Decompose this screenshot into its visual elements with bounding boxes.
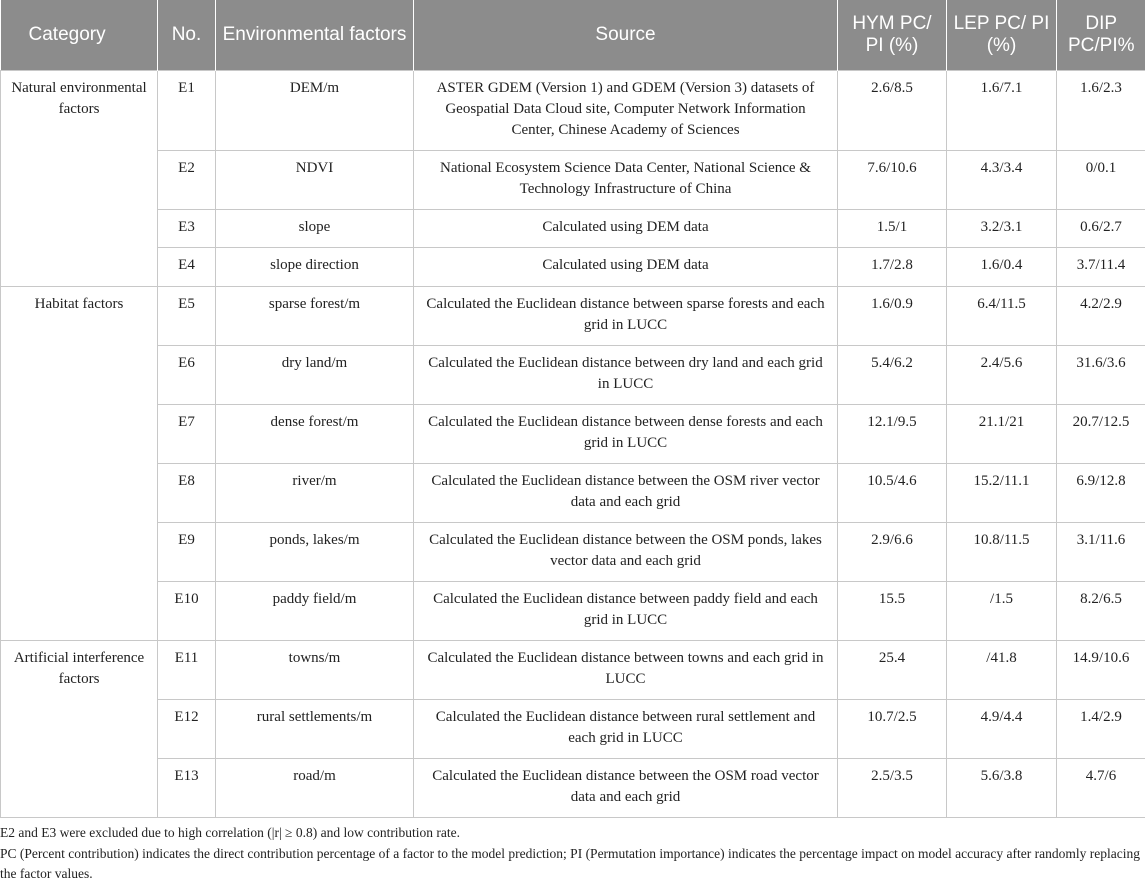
row-factor: slope direction bbox=[216, 247, 414, 286]
row-no: E1 bbox=[158, 70, 216, 150]
row-factor: dry land/m bbox=[216, 345, 414, 404]
row-no: E5 bbox=[158, 286, 216, 345]
row-lep: 2.4/5.6 bbox=[947, 345, 1057, 404]
row-lep: 5.6/3.8 bbox=[947, 758, 1057, 817]
footnote-correlation: E2 and E3 were excluded due to high correlation (|r| ≥ 0.8) and low contribution rate. bbox=[0, 825, 461, 840]
row-source: Calculated the Euclidean distance between sparse forests and each grid in LUCC bbox=[414, 286, 838, 345]
row-source: Calculated using DEM data bbox=[414, 209, 838, 247]
row-no: E8 bbox=[158, 463, 216, 522]
row-dip: 20.7/12.5 bbox=[1057, 404, 1145, 463]
table-row bbox=[1, 209, 1145, 247]
row-source: Calculated the Euclidean distance between the OSM river vector data and each grid bbox=[414, 463, 838, 522]
table-footnotes bbox=[0, 823, 1140, 885]
row-factor: dense forest/m bbox=[216, 404, 414, 463]
row-hym: 15.5 bbox=[838, 581, 947, 640]
category-natural: Natural environmental factors bbox=[1, 70, 158, 286]
row-lep: 4.9/4.4 bbox=[947, 699, 1057, 758]
row-hym: 10.7/2.5 bbox=[838, 699, 947, 758]
row-dip: 1.4/2.9 bbox=[1057, 699, 1145, 758]
table-row bbox=[1, 522, 1145, 581]
row-dip: 14.9/10.6 bbox=[1057, 640, 1145, 699]
row-factor: paddy field/m bbox=[216, 581, 414, 640]
row-no: E3 bbox=[158, 209, 216, 247]
row-no: E10 bbox=[158, 581, 216, 640]
row-dip: 6.9/12.8 bbox=[1057, 463, 1145, 522]
row-dip: 0/0.1 bbox=[1057, 150, 1145, 209]
table-row bbox=[1, 463, 1145, 522]
row-no: E7 bbox=[158, 404, 216, 463]
row-factor: ponds, lakes/m bbox=[216, 522, 414, 581]
row-lep: 3.2/3.1 bbox=[947, 209, 1057, 247]
row-no: E13 bbox=[158, 758, 216, 817]
table-row bbox=[1, 150, 1145, 209]
row-factor: slope bbox=[216, 209, 414, 247]
table-row bbox=[1, 640, 1145, 699]
row-lep: 1.6/7.1 bbox=[947, 70, 1057, 150]
row-no: E11 bbox=[158, 640, 216, 699]
row-hym: 10.5/4.6 bbox=[838, 463, 947, 522]
row-hym: 12.1/9.5 bbox=[838, 404, 947, 463]
row-source: Calculated the Euclidean distance between paddy field and each grid in LUCC bbox=[414, 581, 838, 640]
row-lep: 4.3/3.4 bbox=[947, 150, 1057, 209]
row-dip: 3.7/11.4 bbox=[1057, 247, 1145, 286]
header-lep: LEP PC/ PI (%) bbox=[947, 0, 1057, 70]
header-dip: DIP PC/PI% bbox=[1057, 0, 1145, 70]
table-row bbox=[1, 404, 1145, 463]
table-row bbox=[1, 581, 1145, 640]
row-dip: 1.6/2.3 bbox=[1057, 70, 1145, 150]
header-source: Source bbox=[414, 0, 838, 70]
header-row bbox=[1, 0, 1145, 70]
row-hym: 25.4 bbox=[838, 640, 947, 699]
row-lep: 10.8/11.5 bbox=[947, 522, 1057, 581]
table-row bbox=[1, 286, 1145, 345]
row-source: Calculated the Euclidean distance between the OSM ponds, lakes vector data and each grid bbox=[414, 522, 838, 581]
row-hym: 7.6/10.6 bbox=[838, 150, 947, 209]
table-row bbox=[1, 758, 1145, 817]
table-row bbox=[1, 247, 1145, 286]
row-factor: towns/m bbox=[216, 640, 414, 699]
row-dip: 4.7/6 bbox=[1057, 758, 1145, 817]
row-hym: 2.6/8.5 bbox=[838, 70, 947, 150]
category-habitat: Habitat factors bbox=[1, 286, 158, 640]
row-source: Calculated the Euclidean distance between rural settlement and each grid in LUCC bbox=[414, 699, 838, 758]
row-hym: 5.4/6.2 bbox=[838, 345, 947, 404]
header-environmental-factors: Environmental factors bbox=[216, 0, 414, 70]
row-factor: road/m bbox=[216, 758, 414, 817]
category-artificial: Artificial interference factors bbox=[1, 640, 158, 817]
header-hym: HYM PC/ PI (%) bbox=[838, 0, 947, 70]
row-hym: 1.6/0.9 bbox=[838, 286, 947, 345]
row-source: Calculated the Euclidean distance between dry land and each grid in LUCC bbox=[414, 345, 838, 404]
row-source: Calculated the Euclidean distance between towns and each grid in LUCC bbox=[414, 640, 838, 699]
row-no: E2 bbox=[158, 150, 216, 209]
row-source: National Ecosystem Science Data Center, National Science & Technology Infrastructure of China bbox=[414, 150, 838, 209]
table-row bbox=[1, 699, 1145, 758]
header-no: No. bbox=[158, 0, 216, 70]
row-source: Calculated using DEM data bbox=[414, 247, 838, 286]
row-hym: 2.5/3.5 bbox=[838, 758, 947, 817]
table-row bbox=[1, 70, 1145, 150]
row-source: ASTER GDEM (Version 1) and GDEM (Version 3) datasets of Geospatial Data Cloud site, Computer Network Information Center, Chinese Academy of Sciences bbox=[414, 70, 838, 150]
row-no: E4 bbox=[158, 247, 216, 286]
table-row bbox=[1, 345, 1145, 404]
row-lep: /1.5 bbox=[947, 581, 1057, 640]
row-lep: 15.2/11.1 bbox=[947, 463, 1057, 522]
row-factor: river/m bbox=[216, 463, 414, 522]
row-factor: DEM/m bbox=[216, 70, 414, 150]
row-factor: sparse forest/m bbox=[216, 286, 414, 345]
row-dip: 0.6/2.7 bbox=[1057, 209, 1145, 247]
header-category: Category bbox=[1, 0, 158, 70]
row-no: E12 bbox=[158, 699, 216, 758]
row-dip: 8.2/6.5 bbox=[1057, 581, 1145, 640]
row-no: E9 bbox=[158, 522, 216, 581]
row-hym: 1.5/1 bbox=[838, 209, 947, 247]
row-no: E6 bbox=[158, 345, 216, 404]
row-dip: 3.1/11.6 bbox=[1057, 522, 1145, 581]
row-dip: 31.6/3.6 bbox=[1057, 345, 1145, 404]
row-hym: 2.9/6.6 bbox=[838, 522, 947, 581]
row-factor: NDVI bbox=[216, 150, 414, 209]
row-source: Calculated the Euclidean distance between the OSM road vector data and each grid bbox=[414, 758, 838, 817]
row-lep: /41.8 bbox=[947, 640, 1057, 699]
row-lep: 1.6/0.4 bbox=[947, 247, 1057, 286]
row-lep: 6.4/11.5 bbox=[947, 286, 1057, 345]
row-source: Calculated the Euclidean distance between dense forests and each grid in LUCC bbox=[414, 404, 838, 463]
row-factor: rural settlements/m bbox=[216, 699, 414, 758]
row-lep: 21.1/21 bbox=[947, 404, 1057, 463]
footnote-definitions: PC (Percent contribution) indicates the direct contribution percentage of a factor to the model prediction; PI (Permutation importance) indicates the percentage impact on model accuracy after randomly replacing the factor values. bbox=[0, 845, 1140, 881]
row-hym: 1.7/2.8 bbox=[838, 247, 947, 286]
row-dip: 4.2/2.9 bbox=[1057, 286, 1145, 345]
